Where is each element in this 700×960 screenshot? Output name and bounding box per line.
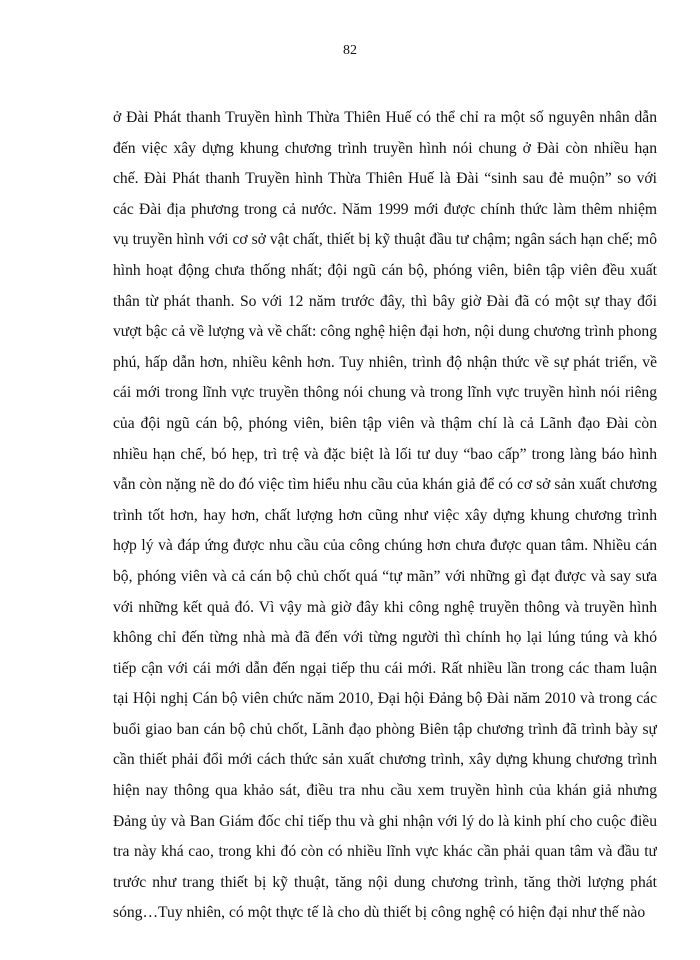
text-line: không chỉ đến từng nhà mà đã đến với từng người thì chính họ lại lúng túng và khó bbox=[113, 629, 657, 647]
text-line: với những kết quả đó. Vì vậy mà giờ đây khi công nghệ truyền thông và truyền hình bbox=[113, 598, 657, 616]
text-line: sóng…Tuy nhiên, có một thực tế là cho dù thiết bị công nghệ có hiện đại như thế nào bbox=[113, 904, 646, 922]
text-line: buổi giao ban cán bộ chủ chốt, Lãnh đạo phòng Biên tập chương trình đã trình bày sự bbox=[113, 720, 657, 738]
text-line: Đảng ủy và Ban Giám đốc chỉ tiếp thu và ghi nhận với lý do là kinh phí cho cuộc điều bbox=[113, 812, 657, 830]
text-line: thân từ phát thanh. So với 12 năm trước đây, thì bây giờ Đài đã có một sự thay đổi bbox=[113, 292, 657, 310]
body-paragraph bbox=[113, 103, 657, 929]
text-line: nhiều hạn chế, bó hẹp, trì trệ và đặc biệt là lối tư duy “bao cấp” trong làng báo hình bbox=[113, 445, 657, 463]
text-line: cái mới trong lĩnh vực truyền thông nói chung và trong lĩnh vực truyền hình nói riêng bbox=[113, 384, 657, 402]
text-line: hợp lý và đáp ứng được nhu cầu của công chúng hơn chưa được quan tâm. Nhiều cán bbox=[113, 537, 657, 555]
text-line: vẫn còn nặng nề do đó việc tìm hiểu nhu cầu của khán giả để có cơ sở sản xuất chương bbox=[113, 476, 657, 494]
text-line: các Đài địa phương trong cả nước. Năm 1999 mới được chính thức làm thêm nhiệm bbox=[113, 200, 657, 218]
text-line: của đội ngũ cán bộ, phóng viên, biên tập viên và thậm chí là cả Lãnh đạo Đài còn bbox=[113, 414, 657, 432]
text-line: tại Hội nghị Cán bộ viên chức năm 2010, Đại hội Đảng bộ Đài năm 2010 và trong các bbox=[113, 690, 657, 708]
text-line: đến việc xây dựng khung chương trình truyền hình nói chung ở Đài còn nhiều hạn bbox=[113, 139, 657, 157]
text-line: bộ, phóng viên và cả cán bộ chủ chốt quá “tự mãn” với những gì đạt được và say sưa bbox=[113, 567, 657, 585]
text-line: vụ truyền hình với cơ sở vật chất, thiết bị kỹ thuật đầu tư chậm; ngân sách hạn chế; mô bbox=[113, 231, 657, 249]
text-line: vượt bậc cả về lượng và về chất: công nghệ hiện đại hơn, nội dung chương trình phong bbox=[113, 323, 657, 341]
text-line: phú, hấp dẫn hơn, nhiều kênh hơn. Tuy nhiên, trình độ nhận thức về sự phát triển, về bbox=[113, 353, 657, 371]
text-line: hiện nay thông qua khảo sát, điều tra nhu cầu xem truyền hình của khán giả nhưng bbox=[113, 782, 657, 800]
text-line: tra này khá cao, trong khi đó còn có nhiều lĩnh vực khác cần phải quan tâm và đầu tư bbox=[113, 843, 657, 861]
text-line: hình hoạt động chưa thống nhất; đội ngũ cán bộ, phóng viên, biên tập viên đều xuất bbox=[113, 261, 657, 279]
text-line: tiếp cận với cái mới dẫn đến ngại tiếp thu cái mới. Rất nhiều lần trong các tham luận bbox=[113, 659, 657, 677]
text-line: chế. Đài Phát thanh Truyền hình Thừa Thiên Huế là Đài “sinh sau đẻ muộn” so với bbox=[113, 170, 657, 188]
text-line: trước như trang thiết bị kỹ thuật, tăng nội dung chương trình, tăng thời lượng phát bbox=[113, 873, 657, 891]
text-line: trình tốt hơn, hay hơn, chất lượng hơn cũng như việc xây dựng khung chương trình bbox=[113, 506, 657, 524]
page-number: 82 bbox=[343, 43, 357, 58]
text-line: ở Đài Phát thanh Truyền hình Thừa Thiên Huế có thể chỉ ra một số nguyên nhân dẫn bbox=[113, 109, 657, 126]
text-line: cần thiết phải đổi mới cách thức sản xuất chương trình, xây dựng khung chương trình bbox=[113, 751, 657, 769]
